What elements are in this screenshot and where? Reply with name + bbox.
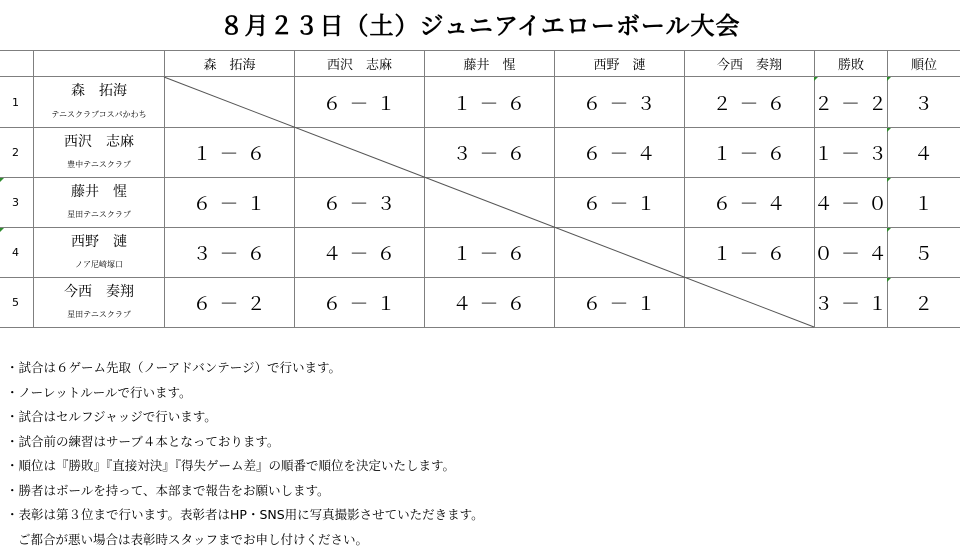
score-cell: ６ － １ — [165, 178, 294, 227]
score-cell: ３ － ６ — [425, 128, 554, 177]
record-cell: ４ － ０ — [815, 178, 887, 227]
score-cell: ６ － ３ — [555, 77, 684, 127]
note-item: ・勝者はボールを持って、本部まで報告をお願いします。 — [6, 479, 484, 504]
score-cell: ６ － １ — [555, 278, 684, 327]
rank-cell: ２ — [888, 278, 960, 327]
note-item: ・試合は６ゲーム先取（ノーアドバンテージ）で行います。 — [6, 356, 484, 381]
player-name: 西野 漣 — [34, 228, 164, 254]
score-cell: １ － ６ — [165, 128, 294, 177]
note-item: ・試合はセルフジャッジで行います。 — [6, 405, 484, 430]
score-cell: ６ － ３ — [295, 178, 424, 227]
note-item: ご都合が悪い場合は表彰時スタッフまでお申し付けください。 — [6, 528, 484, 552]
score-cell: ６ － １ — [295, 278, 424, 327]
row-number: 1 — [0, 77, 33, 127]
player-name: 今西 奏翔 — [34, 278, 164, 304]
score-cell: ３ － ６ — [165, 228, 294, 277]
rank-cell: ４ — [888, 128, 960, 177]
player-name: 森 拓海 — [34, 77, 164, 103]
rank-cell: １ — [888, 178, 960, 227]
player-club: 豊中テニスクラブ — [34, 154, 164, 175]
note-item: ・ノーレットルールで行います。 — [6, 381, 484, 406]
record-cell: ３ － １ — [815, 278, 887, 327]
record-cell: ０ － ４ — [815, 228, 887, 277]
player-club: 星田テニスクラブ — [34, 304, 164, 325]
header-record: 勝敗 — [815, 51, 887, 76]
row-number: 4 — [0, 228, 33, 277]
rank-cell: ３ — [888, 77, 960, 127]
score-cell: ６ － １ — [555, 178, 684, 227]
player-club: テニスクラブコスパかわち — [34, 103, 164, 125]
notes-list — [6, 356, 484, 552]
score-cell: ６ － ４ — [685, 178, 814, 227]
score-cell: １ － ６ — [425, 77, 554, 127]
record-cell: ２ － ２ — [815, 77, 887, 127]
page-title: ８月２３日（土）ジュニアイエローボール大会 — [0, 6, 960, 41]
note-item: ・順位は『勝敗』『直接対決』『得失ゲーム差』の順番で順位を決定いたします。 — [6, 454, 484, 479]
header-rank: 順位 — [888, 51, 960, 76]
rank-cell: ５ — [888, 228, 960, 277]
score-cell: １ － ６ — [685, 228, 814, 277]
score-cell: １ － ６ — [685, 128, 814, 177]
player-name: 西沢 志麻 — [34, 128, 164, 154]
header-player-1: 森 拓海 — [165, 51, 294, 76]
score-cell: ６ － ２ — [165, 278, 294, 327]
score-cell: ４ － ６ — [425, 278, 554, 327]
note-item: ・試合前の練習はサーブ４本となっております。 — [6, 430, 484, 455]
row-number: 5 — [0, 278, 33, 327]
score-cell: ６ － １ — [295, 77, 424, 127]
score-cell: ６ － ４ — [555, 128, 684, 177]
score-cell: ２ － ６ — [685, 77, 814, 127]
row-number: 2 — [0, 128, 33, 177]
header-player-2: 西沢 志麻 — [295, 51, 424, 76]
score-cell: ４ － ６ — [295, 228, 424, 277]
header-player-5: 今西 奏翔 — [685, 51, 814, 76]
player-name: 藤井 惺 — [34, 178, 164, 204]
header-player-4: 西野 漣 — [555, 51, 684, 76]
score-cell: １ － ６ — [425, 228, 554, 277]
row-number: 3 — [0, 178, 33, 227]
player-club: 星田テニスクラブ — [34, 204, 164, 225]
note-item: ・表彰は第３位まで行います。表彰者はHP・SNS用に写真撮影させていただきます。 — [6, 503, 484, 528]
player-club: ノア尼崎塚口 — [34, 254, 164, 275]
record-cell: １ － ３ — [815, 128, 887, 177]
header-player-3: 藤井 惺 — [425, 51, 554, 76]
